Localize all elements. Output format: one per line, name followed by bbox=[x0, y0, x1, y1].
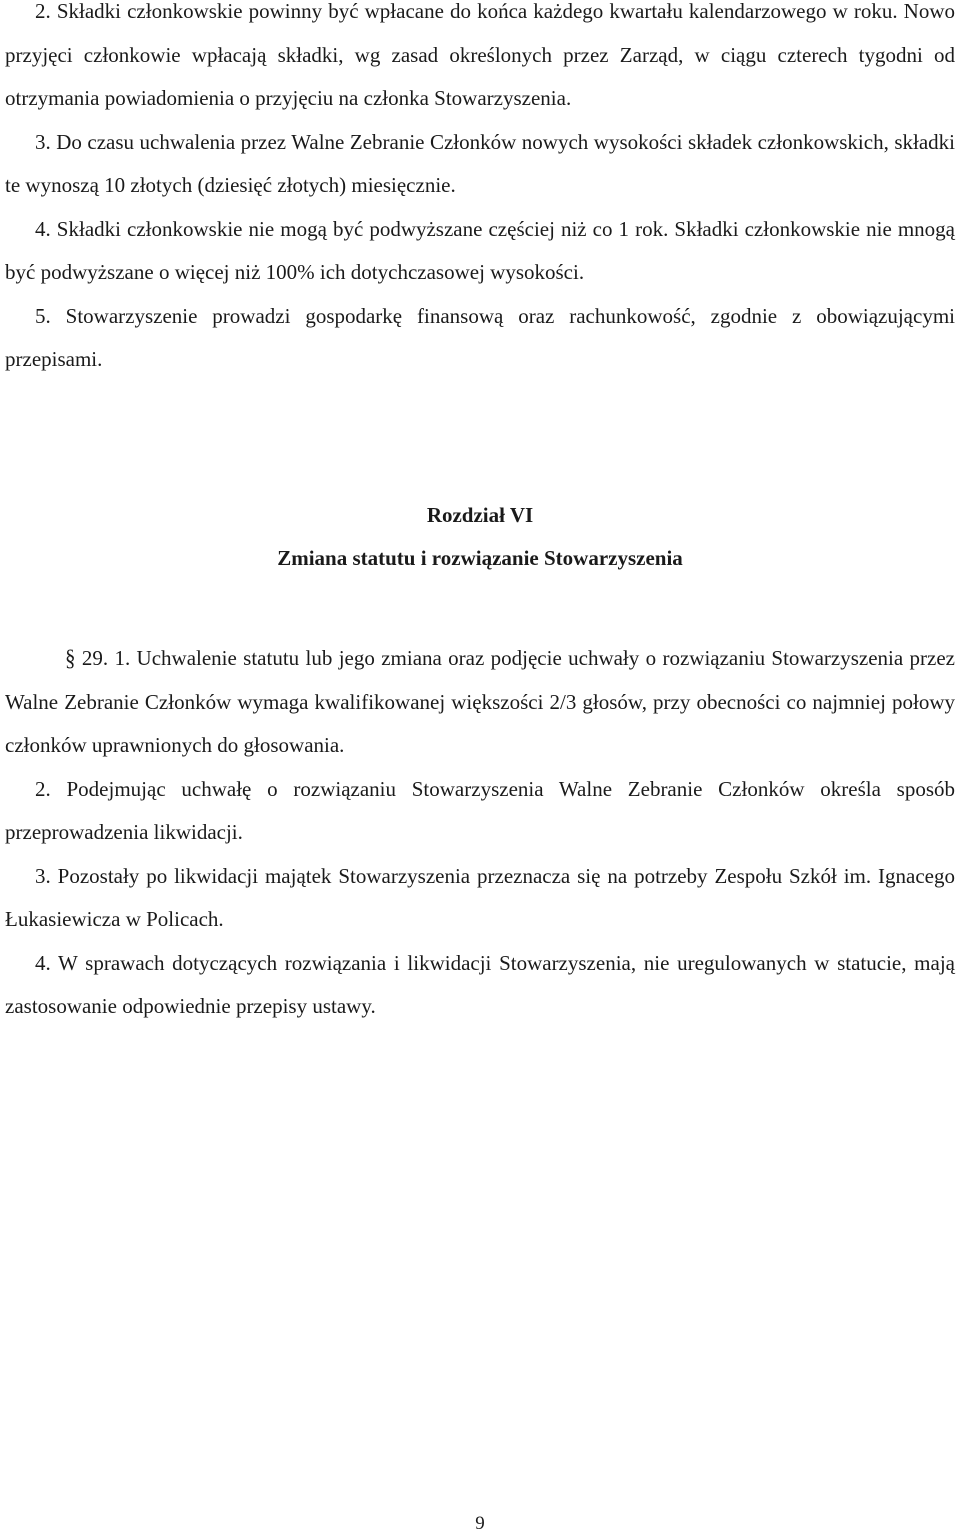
paragraph-section-29-3: 3. Pozostały po likwidacji majątek Stowarzyszenia przeznacza się na potrzeby Zespołu Szkół im. Ignacego Łukasiewicza w Policach. bbox=[5, 863, 955, 931]
paragraph-dues-4: 4. Składki członkowskie nie mogą być podwyższane częściej niż co 1 rok. Składki członkowskie nie mnogą być podwyższane o więcej niż 100% ich dotychczasowej wysokości. bbox=[5, 216, 955, 284]
paragraph-section-29-1 bbox=[5, 637, 955, 768]
paragraph-dues-3: 3. Do czasu uchwalenia przez Walne Zebranie Członków nowych wysokości składek członkowskich, składki te wynoszą 10 złotych (dziesięć złotych) miesięcznie. bbox=[5, 129, 955, 197]
section-29-1-text: 29. 1. Uchwalenie statutu lub jego zmiana oraz podjęcie uchwały o rozwiązaniu Stowarzyszenia przez Walne Zebranie Członków wymaga kwalifikowanej większości 2/3 głosów, przy obecności co najmniej połowy członków uprawnionych do głosowania. bbox=[5, 646, 956, 757]
section-29 bbox=[5, 637, 955, 1029]
section-mark: § bbox=[65, 644, 76, 672]
paragraph-dues-2: 2. Składki członkowskie powinny być wpłacane do końca każdego kwartału kalendarzowego w roku. Nowo przyjęci członkowie wpłacają składki, wg zasad określonych przez Zarząd, w ciągu czterech tygodni od otrzymania powiadomienia o przyjęciu na członka Stowarzyszenia. bbox=[5, 0, 955, 110]
paragraph-section-29-4: 4. W sprawach dotyczących rozwiązania i likwidacji Stowarzyszenia, nie uregulowanych w statucie, mają zastosowanie odpowiednie przepisy ustawy. bbox=[5, 950, 955, 1018]
chapter-title: Zmiana statutu i rozwiązanie Stowarzyszenia bbox=[277, 546, 683, 570]
page-number: 9 bbox=[475, 1513, 485, 1534]
dues-paragraphs bbox=[5, 0, 955, 382]
paragraph-section-29-2: 2. Podejmując uchwałę o rozwiązaniu Stowarzyszenia Walne Zebranie Członków określa sposób przeprowadzenia likwidacji. bbox=[5, 776, 955, 844]
paragraph-dues-5: 5. Stowarzyszenie prowadzi gospodarkę finansową oraz rachunkowość, zgodnie z obowiązującymi przepisami. bbox=[5, 303, 955, 371]
chapter-number: Rozdział VI bbox=[426, 503, 534, 527]
